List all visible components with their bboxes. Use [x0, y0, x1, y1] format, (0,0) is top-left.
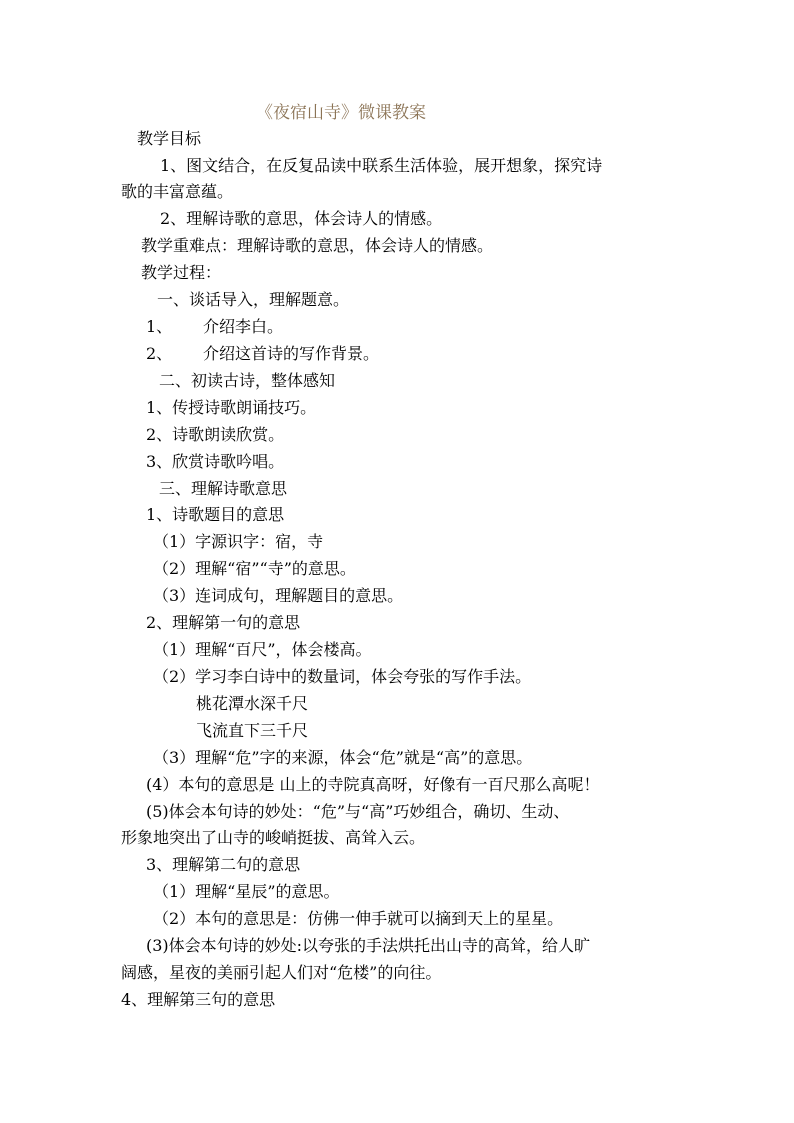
step-1-item-2-number: 2、: [146, 344, 173, 363]
objective-1-line-1: 1、图文结合，在反复品读中联系生活体验，展开想象，探究诗: [160, 156, 603, 175]
step-2-heading: 二、初读古诗，整体感知: [159, 371, 336, 390]
step-3-sub-3-item-3-line-1: (3)体会本句诗的妙处:以夸张的手法烘托出山寺的高耸，给人旷: [146, 936, 591, 955]
step-3-sub-2: 2、理解第一句的意思: [146, 613, 301, 632]
step-3-sub-1: 1、诗歌题目的意思: [146, 505, 285, 524]
step-3-sub-1-item-3: （3）连词成句，理解题目的意思。: [153, 586, 404, 605]
step-2-item-1: 1、传授诗歌朗诵技巧。: [146, 398, 317, 417]
section-heading-process: 教学过程：: [141, 263, 222, 282]
step-3-sub-2-item-3: （3）理解“危”字的来源，体会“危”就是“高”的意思。: [153, 748, 533, 767]
step-3-sub-2-item-5-line-1: (5)体会本句诗的妙处：“危”与“高”巧妙组合，确切、生动、: [146, 802, 570, 821]
step-3-sub-2-item-5-line-2: 形象地突出了山寺的峻峭挺拔、高耸入云。: [121, 828, 426, 847]
step-2-item-3: 3、欣赏诗歌吟唱。: [146, 452, 285, 471]
step-3-sub-1-item-1: （1）字源识字：宿，寺: [153, 532, 324, 551]
section-heading-objectives: 教学目标: [137, 129, 202, 148]
step-3-sub-3-item-1: （1）理解“星辰”的意思。: [153, 882, 340, 901]
step-3-heading: 三、理解诗歌意思: [159, 479, 288, 498]
objective-2: 2、理解诗歌的意思，体会诗人的情感。: [160, 209, 443, 228]
step-3-sub-2-item-2: （2）学习李白诗中的数量词，体会夸张的写作手法。: [153, 667, 532, 686]
step-1-item-2-text: 介绍这首诗的写作背景。: [203, 344, 380, 363]
objective-1-line-2: 歌的丰富意蕴。: [121, 182, 234, 201]
step-3-sub-3: 3、理解第二句的意思: [146, 855, 301, 874]
example-line-1: 桃花潭水深千尺: [196, 694, 309, 713]
step-1-heading: 一、谈话导入，理解题意。: [157, 290, 350, 309]
step-1-item-1-text: 介绍李白。: [203, 317, 284, 336]
step-3-sub-2-item-4: (4）本句的意思是 山上的寺院真高呀，好像有一百尺那么高呢！: [146, 775, 600, 794]
step-2-item-2: 2、诗歌朗读欣赏。: [146, 425, 285, 444]
key-difficulty: 教学重难点：理解诗歌的意思，体会诗人的情感。: [141, 236, 494, 255]
step-3-sub-1-item-2: （2）理解“宿”“寺”的意思。: [153, 559, 356, 578]
step-1-item-1-number: 1、: [146, 317, 173, 336]
document-title: 《夜宿山寺》微课教案: [256, 103, 426, 123]
example-line-2: 飞流直下三千尺: [196, 721, 309, 740]
step-3-sub-4: 4、理解第三句的意思: [121, 990, 276, 1009]
step-3-sub-3-item-3-line-2: 阔感，星夜的美丽引起人们对“危楼”的向往。: [121, 963, 442, 982]
step-3-sub-3-item-2: （2）本句的意思是：仿佛一伸手就可以摘到天上的星星。: [153, 909, 564, 928]
step-3-sub-2-item-1: （1）理解“百尺”，体会楼高。: [153, 640, 372, 659]
